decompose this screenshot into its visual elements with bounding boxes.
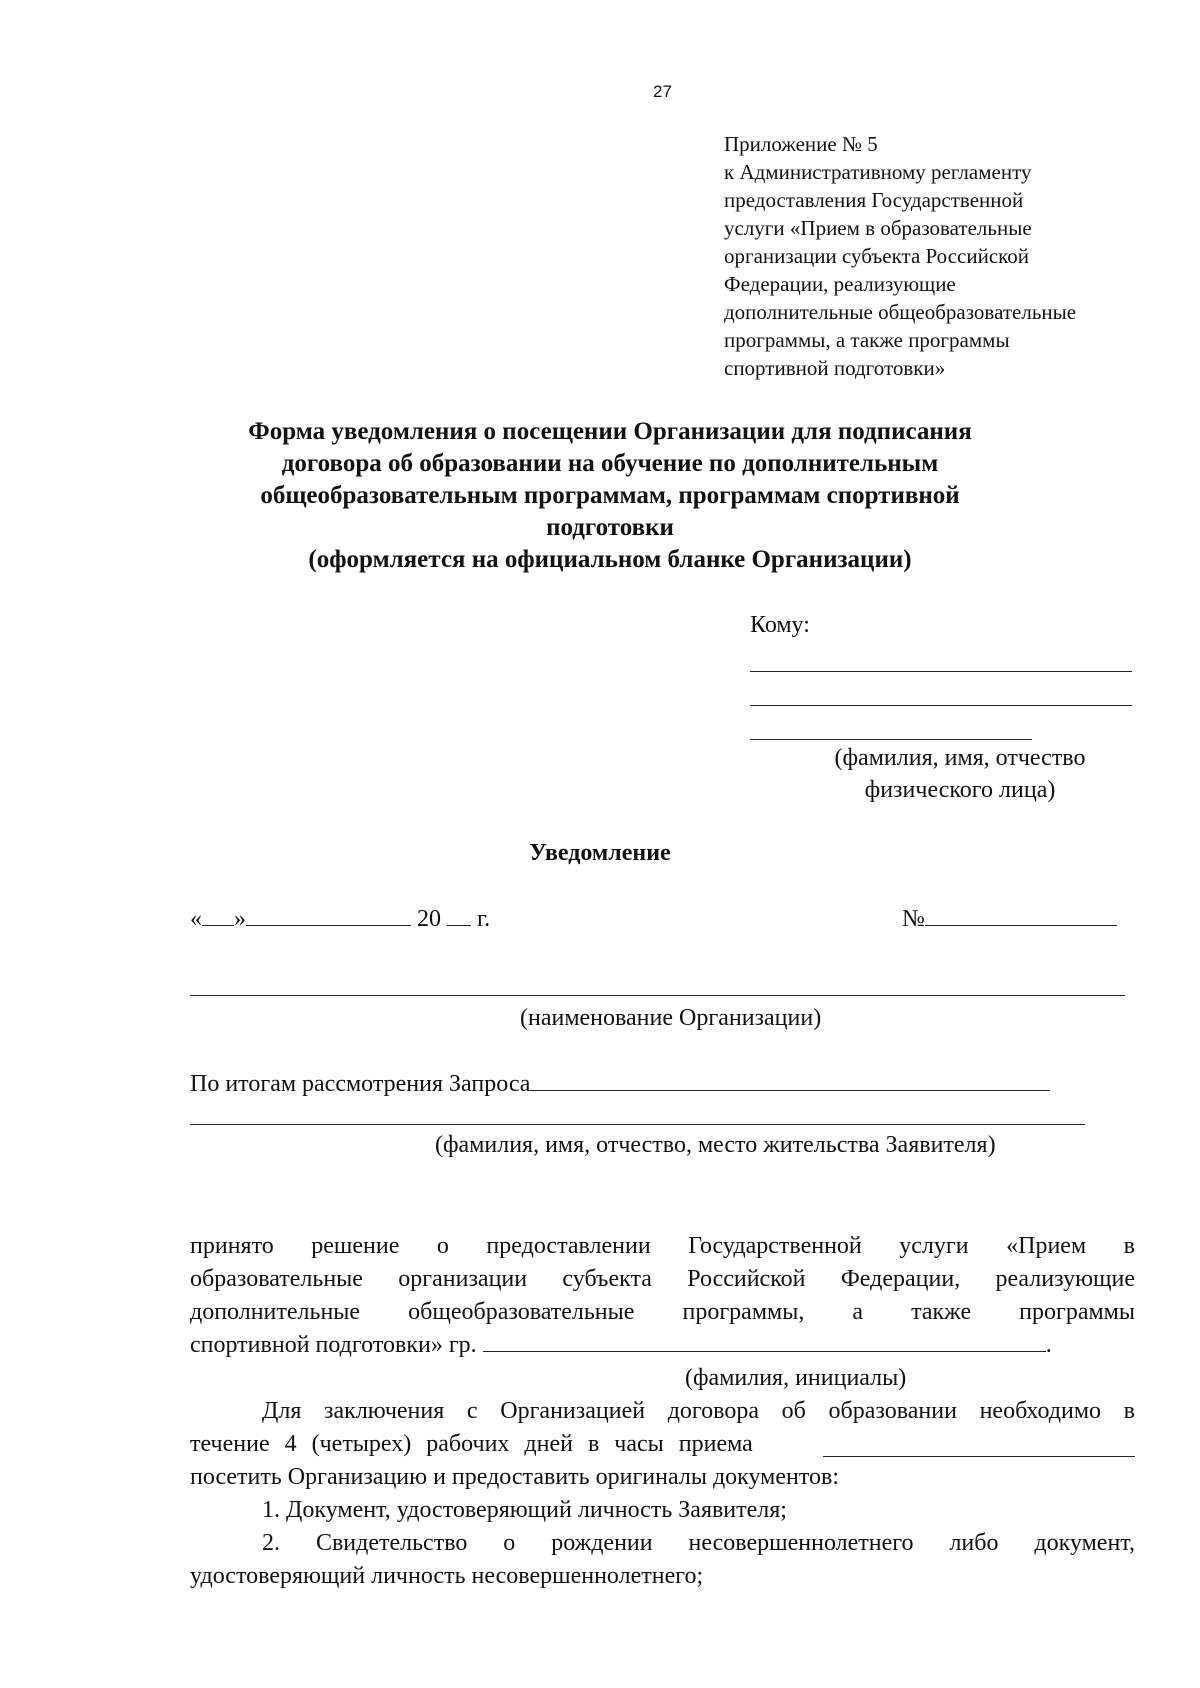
appendix-line: дополнительные общеобразовательные [724,300,1077,324]
number-blank[interactable] [925,905,1117,926]
year-prefix: 20 [417,906,441,932]
addressee-blank-line-2[interactable] [750,705,1132,706]
organization-caption: (наименование Организации) [520,1005,822,1031]
addressee-blank-line-3[interactable] [750,739,1032,740]
form-title-line: подготовки [546,514,674,541]
addressee-block [750,612,1130,740]
addressee-blank-line-1[interactable] [750,671,1132,672]
applicant-blank-line[interactable] [190,1124,1085,1125]
body-line: принято решение о предоставлении Государственной услуги «Прием в [190,1233,1135,1259]
organization-blank-line[interactable] [190,995,1125,996]
request-label: По итогам рассмотрения Запроса [190,1071,531,1097]
page-number: 27 [653,82,672,101]
appendix-line: услуги «Прием в образовательные [724,216,1032,240]
body-line-with-blank [190,1428,1135,1461]
date-close-quote: » [234,906,246,932]
citizen-name-caption: (фамилия, инициалы) [685,1365,907,1391]
body-line: образовательные организации субъекта Российской Федерации, реализующие [190,1266,1135,1292]
year-blank[interactable] [447,905,471,926]
body-line: посетить Организацию и предоставить оригиналы документов: [190,1464,840,1490]
applicant-caption: (фамилия, имя, отчество, место жительства Заявителя) [435,1132,996,1158]
body-text [190,1230,1135,1593]
body-line-with-blank [190,1329,1135,1362]
form-title [230,416,990,576]
form-title-line: общеобразовательным программам, программам спортивной [260,482,960,509]
reception-hours-blank[interactable] [823,1436,1135,1457]
body-line-suffix: . [1045,1332,1052,1358]
appendix-header [724,130,1164,382]
form-title-line: Форма уведомления о посещении Организации для подписания [248,418,972,445]
citizen-name-blank[interactable] [483,1331,1046,1352]
form-title-line: договора об образовании на обучение по дополнительным [281,450,939,477]
addressee-caption-line: физического лица) [864,777,1056,803]
body-line-prefix: спортивной подготовки» гр. [190,1332,477,1358]
request-blank[interactable] [530,1070,1050,1091]
addressee-caption [780,742,1140,806]
date-field [190,905,490,933]
appendix-line: к Административному регламенту [724,160,1032,184]
addressee-label: Кому: [750,612,810,638]
appendix-line: программы, а также программы [724,328,1010,352]
document-list-item-continued: удостоверяющий личность несовершеннолетнего; [190,1563,704,1589]
body-line: Для заключения с Организацией договора об образовании необходимо в [262,1398,1135,1424]
appendix-line: организации субъекта Российской [724,244,1030,268]
notice-heading: Уведомление [529,840,671,866]
appendix-line: спортивной подготовки» [724,356,946,380]
appendix-line: Приложение № 5 [724,132,878,156]
body-line-prefix: течение 4 (четырех) рабочих дней в часы приема [190,1431,753,1457]
form-title-line: (оформляется на официальном бланке Организации) [308,546,912,573]
document-list-item: 1. Документ, удостоверяющий личность Заявителя; [262,1497,787,1523]
day-blank[interactable] [202,905,234,926]
month-blank[interactable] [246,905,411,926]
request-line [190,1070,1050,1098]
appendix-line: предоставления Государственной [724,188,1024,212]
number-field [902,905,1117,933]
document-list-item: 2. Свидетельство о рождении несовершеннолетнего либо документ, [262,1530,1135,1556]
appendix-line: Федерации, реализующие [724,272,956,296]
number-label: № [902,906,925,932]
body-line: дополнительные общеобразовательные программы, а также программы [190,1299,1135,1325]
date-open-quote: « [190,906,202,932]
addressee-caption-line: (фамилия, имя, отчество [834,745,1086,771]
year-suffix: г. [477,906,491,932]
